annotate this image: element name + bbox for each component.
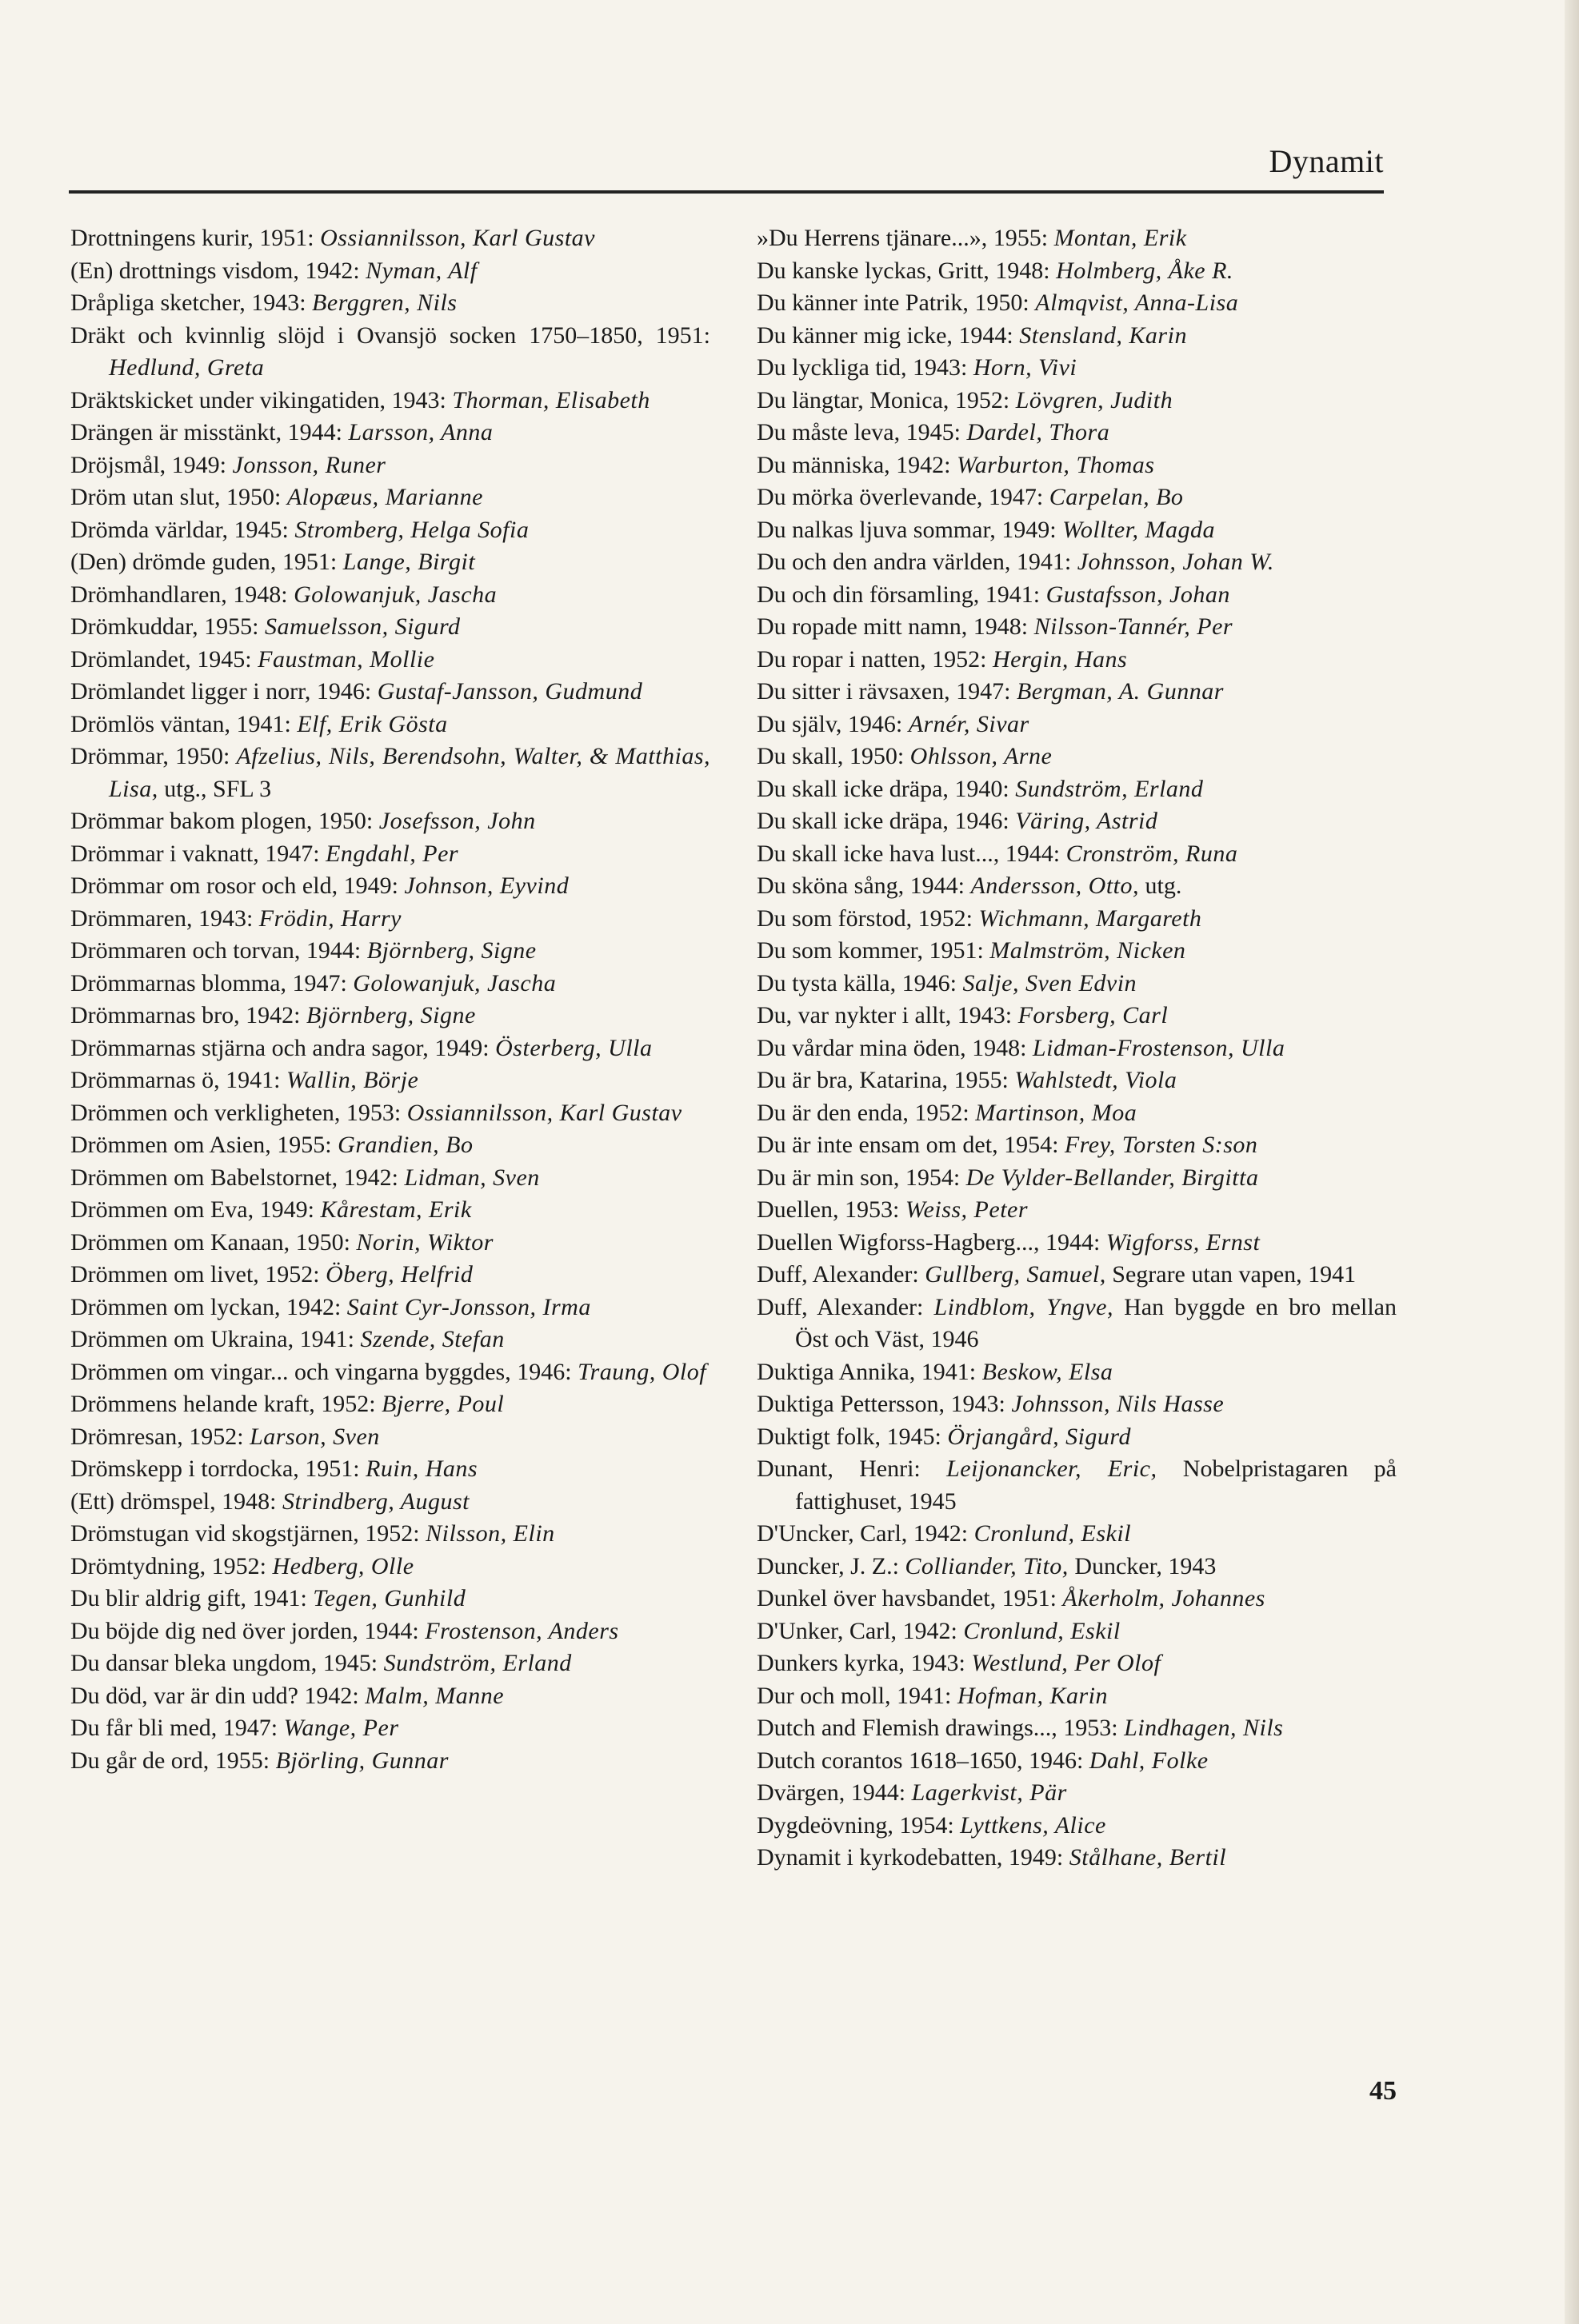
entry-author: Cronlund, Eskil (963, 1617, 1121, 1644)
entry-author: Colliander, Tito, (905, 1552, 1069, 1579)
entry-author: Väring, Astrid (1015, 808, 1158, 834)
index-entry (757, 870, 1397, 903)
entry-author: Ossiannilsson, Karl Gustav (406, 1099, 682, 1126)
index-entry (70, 449, 710, 482)
index-entry (757, 1292, 1397, 1356)
entry-title: Drömmarnas bro, 1942: (70, 1002, 306, 1028)
index-entry (70, 1324, 710, 1356)
entry-title: Du, var nykter i allt, 1943: (757, 1002, 1018, 1028)
entry-title: Drömskepp i torrdocka, 1951: (70, 1455, 366, 1482)
entry-title: Dröjsmål, 1949: (70, 451, 233, 478)
entry-title: Du skall, 1950: (757, 743, 910, 769)
index-entry (757, 417, 1397, 449)
entry-author: Beskow, Elsa (981, 1358, 1113, 1385)
index-entry (70, 481, 710, 514)
entry-author: Sundström, Erland (1015, 775, 1204, 802)
entry-title: Drömmen om livet, 1952: (70, 1261, 326, 1288)
entry-title: Drömmen om vingar... och vingarna byggdes, 1946: (70, 1358, 578, 1385)
entry-author: Wollter, Magda (1062, 516, 1215, 543)
entry-title: Drömmarnas ö, 1941: (70, 1067, 286, 1093)
entry-author: Alopæus, Marianne (286, 484, 483, 510)
index-entry (70, 1227, 710, 1260)
entry-author: Lagerkvist, Pär (911, 1779, 1067, 1806)
index-entry (70, 417, 710, 449)
index-entry (70, 546, 710, 579)
entry-title: Du som kommer, 1951: (757, 937, 990, 964)
index-entry (757, 1712, 1397, 1745)
index-entry (70, 1421, 710, 1454)
entry-title: Dunkel över havsbandet, 1951: (757, 1585, 1063, 1611)
index-entry (70, 385, 710, 417)
index-entry (757, 1421, 1397, 1454)
entry-author: Almqvist, Anna-Lisa (1035, 290, 1239, 316)
entry-title: Drömresan, 1952: (70, 1423, 250, 1450)
index-entry (757, 1388, 1397, 1421)
index-entry (70, 903, 710, 936)
index-entry (70, 935, 710, 968)
index-entry (757, 709, 1397, 741)
entry-title: Drömlös väntan, 1941: (70, 710, 298, 737)
entry-title: Dräkt och kvinnlig slöjd i Ovansjö socken 1750–1850, 1951: (70, 321, 710, 349)
entry-title: Du får bli med, 1947: (70, 1715, 284, 1741)
entry-author: Faustman, Mollie (258, 645, 435, 673)
entry-title: Dynamit i kyrkodebatten, 1949: (757, 1844, 1069, 1871)
entry-author: Wahlstedt, Viola (1014, 1067, 1177, 1093)
index-entry (757, 1647, 1397, 1680)
index-entry (757, 320, 1397, 353)
index-entry (70, 1259, 710, 1292)
entry-title: (En) drottnings visdom, 1942: (70, 257, 366, 284)
page-number: 45 (1369, 2076, 1397, 2106)
entry-author: Carpelan, Bo (1049, 484, 1184, 510)
index-entry (70, 805, 710, 838)
entry-author: Ossiannilsson, Karl Gustav (320, 225, 595, 251)
entry-title: Dunkers kyrka, 1943: (757, 1650, 972, 1676)
entry-title: Duff, Alexander: (757, 1293, 934, 1320)
left-column (70, 222, 710, 1777)
index-entry (757, 741, 1397, 773)
index-entry (757, 1194, 1397, 1227)
entry-author: Martinson, Moa (975, 1099, 1137, 1126)
entry-title: Du sitter i rävsaxen, 1947: (757, 678, 1017, 705)
entry-note: Nobelpristagaren på fattighuset, 1945 (795, 1455, 1397, 1515)
index-entry (70, 676, 710, 709)
index-entry (70, 1292, 710, 1324)
entry-title: Dur och moll, 1941: (757, 1682, 957, 1709)
entry-title: Drömmaren och torvan, 1944: (70, 937, 367, 964)
entry-title: Du skall icke dräpa, 1940: (757, 775, 1016, 802)
entry-title: Dutch and Flemish drawings..., 1953: (757, 1715, 1125, 1741)
index-entry (70, 1518, 710, 1551)
entry-author: Nyman, Alf (366, 257, 478, 284)
entry-author: Wange, Per (283, 1715, 399, 1741)
entry-author: Hofman, Karin (957, 1682, 1108, 1709)
index-entry (70, 287, 710, 320)
entry-title: Dröm utan slut, 1950: (70, 484, 287, 510)
index-entry (70, 1615, 710, 1648)
entry-title: Duellen, 1953: (757, 1196, 905, 1223)
index-entry (70, 611, 710, 644)
index-entry (70, 1647, 710, 1680)
entry-author: Björnberg, Signe (306, 1002, 476, 1028)
entry-author: Frey, Torsten S:son (1064, 1132, 1258, 1158)
entry-author: Cronlund, Eskil (973, 1520, 1132, 1547)
entry-title: Drömmarnas stjärna och andra sagor, 1949: (70, 1034, 496, 1061)
index-entry (757, 1000, 1397, 1032)
index-entry (757, 1551, 1397, 1583)
index-entry (70, 1194, 710, 1227)
entry-title: Du nalkas ljuva sommar, 1949: (757, 516, 1063, 543)
entry-author: Lidman, Sven (404, 1164, 540, 1191)
index-entry (70, 709, 710, 741)
entry-title: Du skall icke hava lust..., 1944: (757, 840, 1066, 867)
entry-author: Berggren, Nils (312, 290, 458, 316)
entry-author: Dardel, Thora (966, 419, 1110, 445)
index-entry (70, 222, 710, 255)
index-entry (757, 1583, 1397, 1615)
entry-author: Österberg, Ulla (495, 1034, 653, 1061)
entry-title: Dygdeövning, 1954: (757, 1811, 961, 1839)
entry-title: Du mörka överlevande, 1947: (757, 484, 1049, 510)
entry-author: Nilsson-Tannér, Per (1033, 613, 1233, 640)
entry-author: Weiss, Peter (905, 1196, 1029, 1223)
entry-title: D'Unker, Carl, 1942: (757, 1617, 964, 1644)
entry-note: Segrare utan vapen, 1941 (1105, 1261, 1357, 1288)
index-entry (757, 385, 1397, 417)
entry-author: Jonsson, Runer (232, 451, 386, 478)
entry-title: Du måste leva, 1945: (757, 419, 967, 445)
entry-title: Du som förstod, 1952: (757, 904, 979, 932)
entry-title: Drömmen om Babelstornet, 1942: (70, 1164, 405, 1191)
entry-author: Frödin, Harry (258, 904, 402, 932)
entry-author: Gustaf-Jansson, Gudmund (377, 678, 643, 705)
index-entry (757, 514, 1397, 547)
entry-author: Thorman, Elisabeth (452, 386, 650, 413)
entry-author: Holmberg, Åke R. (1056, 257, 1233, 284)
entry-author: Engdahl, Per (326, 840, 459, 867)
entry-title: Drottningens kurir, 1951: (70, 225, 321, 251)
entry-title: Drömmen om Ukraina, 1941: (70, 1326, 361, 1352)
index-entry (757, 1162, 1397, 1195)
running-header: Dynamit (1269, 143, 1384, 179)
entry-title: Du och din församling, 1941: (757, 581, 1046, 608)
index-entry (70, 644, 710, 677)
entry-title: Drömmen om Asien, 1955: (70, 1132, 338, 1158)
entry-author: Elf, Erik Gösta (297, 710, 448, 737)
entry-title: Duff, Alexander: (757, 1261, 925, 1288)
index-entry (757, 1129, 1397, 1162)
entry-title: Drömmen om lyckan, 1942: (70, 1293, 347, 1320)
entry-author: Wichmann, Margareth (978, 904, 1202, 932)
entry-title: Drömmarnas blomma, 1947: (70, 969, 354, 996)
entry-author: Stromberg, Helga Sofia (294, 516, 530, 543)
index-entry (70, 1551, 710, 1583)
entry-author: Larsson, Anna (348, 419, 494, 445)
index-entry (757, 1680, 1397, 1713)
index-entry (757, 352, 1397, 385)
index-entry (757, 1518, 1397, 1551)
entry-title: Drömhandlaren, 1948: (70, 581, 294, 608)
entry-author: Lidman-Frostenson, Ulla (1032, 1034, 1285, 1061)
entry-title: Drömmen om Kanaan, 1950: (70, 1228, 357, 1256)
entry-title: Du dansar bleka ungdom, 1945: (70, 1650, 384, 1676)
entry-author: Lange, Birgit (342, 549, 476, 575)
entry-title: Dutch corantos 1618–1650, 1946: (757, 1747, 1089, 1774)
entry-author: Grandien, Bo (338, 1132, 474, 1158)
entry-title: Drömmar, 1950: (70, 743, 237, 769)
entry-author: Strindberg, August (282, 1487, 470, 1515)
index-entry (757, 1810, 1397, 1843)
entry-note: utg. (1138, 872, 1182, 899)
entry-title: Du ropade mitt namn, 1948: (757, 613, 1034, 640)
entry-author: Gustafsson, Johan (1045, 581, 1230, 608)
entry-title: Drömmen och verkligheten, 1953: (70, 1099, 407, 1126)
index-entry (757, 611, 1397, 644)
entry-title: Du känner inte Patrik, 1950: (757, 290, 1036, 316)
index-entry (757, 644, 1397, 677)
header-rule (69, 190, 1384, 194)
entry-author: Horn, Vivi (973, 354, 1077, 381)
index-entry (70, 1745, 710, 1778)
entry-author: Johnsson, Nils Hasse (1011, 1391, 1225, 1417)
entry-author: Johnson, Eyvind (404, 872, 570, 899)
entry-title: Dräktskicket under vikingatiden, 1943: (70, 386, 453, 413)
entry-author: Wigforss, Ernst (1105, 1228, 1261, 1256)
index-entry (757, 1227, 1397, 1260)
index-entry (70, 1129, 710, 1162)
index-entry (757, 773, 1397, 806)
entry-title: D'Uncker, Carl, 1942: (757, 1520, 974, 1547)
entry-author: Björling, Gunnar (275, 1747, 449, 1774)
entry-author: Johnsson, Johan W. (1077, 549, 1274, 575)
entry-author: Cronström, Runa (1065, 840, 1238, 867)
entry-author: Golowanjuk, Jascha (353, 969, 557, 996)
entry-title: Drömkuddar, 1955: (70, 613, 265, 640)
entry-author: Kårestam, Erik (320, 1196, 472, 1223)
entry-title: Duellen Wigforss-Hagberg..., 1944: (757, 1228, 1106, 1256)
entry-author: Lyttkens, Alice (960, 1811, 1106, 1839)
index-entry (70, 838, 710, 871)
index-entry (757, 546, 1397, 579)
entry-title: Drömmar i vaknatt, 1947: (70, 840, 326, 867)
index-entry (70, 1000, 710, 1032)
entry-author: Stensland, Karin (1019, 321, 1187, 349)
entry-title: Du är bra, Katarina, 1955: (757, 1067, 1015, 1093)
entry-title: (Ett) drömspel, 1948: (70, 1487, 282, 1515)
entry-note: Duncker, 1943 (1068, 1552, 1217, 1579)
entry-author: Frostenson, Anders (425, 1617, 619, 1644)
index-entry (757, 1777, 1397, 1810)
entry-title: Du kanske lyckas, Gritt, 1948: (757, 257, 1057, 284)
index-entry (757, 222, 1397, 255)
index-entry (757, 1259, 1397, 1292)
entry-title: Duncker, J. Z.: (757, 1552, 905, 1579)
entry-title: Drömmar om rosor och eld, 1949: (70, 872, 405, 899)
entry-author: Montan, Erik (1053, 225, 1187, 251)
entry-title: Drömmens helande kraft, 1952: (70, 1391, 382, 1417)
entry-author: Warburton, Thomas (956, 451, 1155, 478)
entry-author: Westlund, Per Olof (971, 1650, 1161, 1676)
entry-author: Bjerre, Poul (382, 1391, 505, 1417)
index-entry (757, 449, 1397, 482)
index-entry (70, 1680, 710, 1713)
entry-title: Du vårdar mina öden, 1948: (757, 1034, 1033, 1061)
entry-author: Forsberg, Carl (1017, 1002, 1169, 1028)
entry-title: Duktiga Pettersson, 1943: (757, 1391, 1012, 1417)
index-entry (757, 1064, 1397, 1097)
entry-title: Du böjde dig ned över jorden, 1944: (70, 1617, 426, 1644)
entry-author: Josefsson, John (378, 808, 536, 834)
entry-title: Dvärgen, 1944: (757, 1779, 912, 1806)
entry-author: Arnér, Sivar (908, 710, 1029, 737)
entry-author: Dahl, Folke (1089, 1747, 1209, 1774)
entry-author: Golowanjuk, Jascha (294, 581, 498, 608)
index-entry (757, 903, 1397, 936)
entry-author: Örjangård, Sigurd (947, 1423, 1131, 1450)
index-entry (757, 481, 1397, 514)
entry-title: Du längtar, Monica, 1952: (757, 386, 1016, 413)
index-entry (70, 1583, 710, 1615)
index-entry (70, 1064, 710, 1097)
entry-title: Drömmar bakom plogen, 1950: (70, 808, 379, 834)
entry-author: Bergman, A. Gunnar (1016, 678, 1224, 705)
entry-title: Du död, var är din udd? 1942: (70, 1682, 366, 1709)
entry-author: Nilsson, Elin (426, 1520, 555, 1547)
index-entry (757, 255, 1397, 288)
entry-author: Lövgren, Judith (1015, 386, 1173, 413)
entry-note: utg., SFL 3 (158, 775, 272, 802)
entry-title: Du själv, 1946: (757, 710, 909, 737)
entry-author: Saint Cyr-Jonsson, Irma (346, 1293, 591, 1320)
index-entry (757, 968, 1397, 1000)
index-entry (757, 287, 1397, 320)
index-entry (70, 741, 710, 805)
index-entry (757, 1453, 1397, 1518)
entry-title: Dråpliga sketcher, 1943: (70, 290, 313, 316)
index-entry (757, 1842, 1397, 1875)
entry-title: Du tysta källa, 1946: (757, 969, 963, 996)
index-entry (757, 1745, 1397, 1778)
entry-title: Du sköna sång, 1944: (757, 872, 971, 899)
index-entry (757, 935, 1397, 968)
index-entry (757, 838, 1397, 871)
index-entry (70, 1453, 710, 1486)
entry-note: Han byggde en bro mellan Öst och Väst, 1946 (795, 1293, 1397, 1352)
entry-author: Salje, Sven Edvin (962, 969, 1137, 996)
index-entry (757, 1097, 1397, 1130)
entry-title: Du går de ord, 1955: (70, 1747, 276, 1774)
index-entry (70, 1162, 710, 1195)
entry-author: Traung, Olof (578, 1358, 707, 1385)
entry-author: Lindhagen, Nils (1124, 1715, 1284, 1741)
index-entry (70, 320, 710, 385)
entry-author: Afzelius, Nils, Berendsohn, Walter, & Matthias, Lisa, (109, 743, 711, 802)
entry-title: Drömmen om Eva, 1949: (70, 1196, 321, 1223)
index-entry (757, 579, 1397, 612)
entry-title: »Du Herrens tjänare...», 1955: (757, 225, 1054, 251)
entry-author: Öberg, Helfrid (326, 1261, 474, 1288)
entry-author: Norin, Wiktor (356, 1228, 494, 1256)
page-edge (1565, 0, 1579, 2324)
entry-title: Duktigt folk, 1945: (757, 1423, 948, 1450)
entry-author: Hedlund, Greta (109, 354, 265, 381)
entry-title: Drömlandet, 1945: (70, 645, 258, 673)
entry-title: Drömstugan vid skogstjärnen, 1952: (70, 1520, 426, 1547)
entry-author: Stålhane, Bertil (1069, 1844, 1227, 1871)
entry-title: Dunant, Henri: (757, 1455, 947, 1482)
index-entry (757, 805, 1397, 838)
index-entry (70, 1356, 710, 1389)
entry-author: Ruin, Hans (366, 1455, 478, 1482)
entry-title: Du och den andra världen, 1941: (757, 549, 1077, 575)
entry-author: Malm, Manne (365, 1682, 505, 1709)
entry-author: Hedberg, Olle (272, 1552, 414, 1579)
index-entry (757, 1615, 1397, 1648)
index-entry (70, 1032, 710, 1065)
entry-author: Åkerholm, Johannes (1062, 1585, 1265, 1611)
index-entry (757, 1356, 1397, 1389)
entry-title: Duktiga Annika, 1941: (757, 1358, 982, 1385)
entry-title: Du ropar i natten, 1952: (757, 645, 993, 673)
index-entry (757, 676, 1397, 709)
entry-title: Drömda världar, 1945: (70, 516, 295, 543)
entry-title: Drängen är misstänkt, 1944: (70, 419, 349, 445)
entry-author: Ohlsson, Arne (909, 743, 1053, 769)
entry-title: Drömtydning, 1952: (70, 1552, 273, 1579)
index-entry (70, 1388, 710, 1421)
index-entry (70, 1486, 710, 1519)
entry-title: Drömlandet ligger i norr, 1946: (70, 678, 378, 705)
entry-author: Sundström, Erland (383, 1650, 572, 1676)
entry-title: Du är den enda, 1952: (757, 1099, 976, 1126)
entry-title: Drömmaren, 1943: (70, 904, 259, 932)
index-entry (70, 579, 710, 612)
right-column (757, 222, 1397, 1875)
index-entry (757, 1032, 1397, 1065)
entry-title: Du är min son, 1954: (757, 1164, 966, 1191)
entry-author: Hergin, Hans (992, 645, 1128, 673)
index-entry (70, 1097, 710, 1130)
entry-title: Du människa, 1942: (757, 451, 957, 478)
entry-author: Gullberg, Samuel, (925, 1261, 1106, 1288)
entry-title: (Den) drömde guden, 1951: (70, 549, 343, 575)
index-entry (70, 968, 710, 1000)
entry-title: Du blir aldrig gift, 1941: (70, 1585, 314, 1611)
entry-author: Andersson, Otto, (970, 872, 1139, 899)
entry-author: Lindblom, Yngve, (933, 1293, 1113, 1320)
entry-author: Björnberg, Signe (366, 937, 537, 964)
entry-title: Du lyckliga tid, 1943: (757, 354, 973, 381)
entry-author: Larson, Sven (250, 1423, 380, 1450)
entry-author: De Vylder-Bellander, Birgitta (965, 1164, 1259, 1191)
entry-author: Samuelsson, Sigurd (264, 613, 461, 640)
entry-author: Szende, Stefan (360, 1326, 505, 1352)
entry-author: Wallin, Börje (286, 1067, 419, 1093)
index-entry (70, 255, 710, 288)
entry-author: Tegen, Gunhild (313, 1585, 466, 1611)
entry-title: Du är inte ensam om det, 1954: (757, 1132, 1065, 1158)
index-entry (70, 870, 710, 903)
index-entry (70, 1712, 710, 1745)
entry-title: Du känner mig icke, 1944: (757, 321, 1020, 349)
entry-title: Du skall icke dräpa, 1946: (757, 808, 1016, 834)
entry-author: Leijonancker, Eric, (946, 1455, 1157, 1482)
index-entry (70, 514, 710, 547)
entry-author: Malmström, Nicken (989, 937, 1186, 964)
